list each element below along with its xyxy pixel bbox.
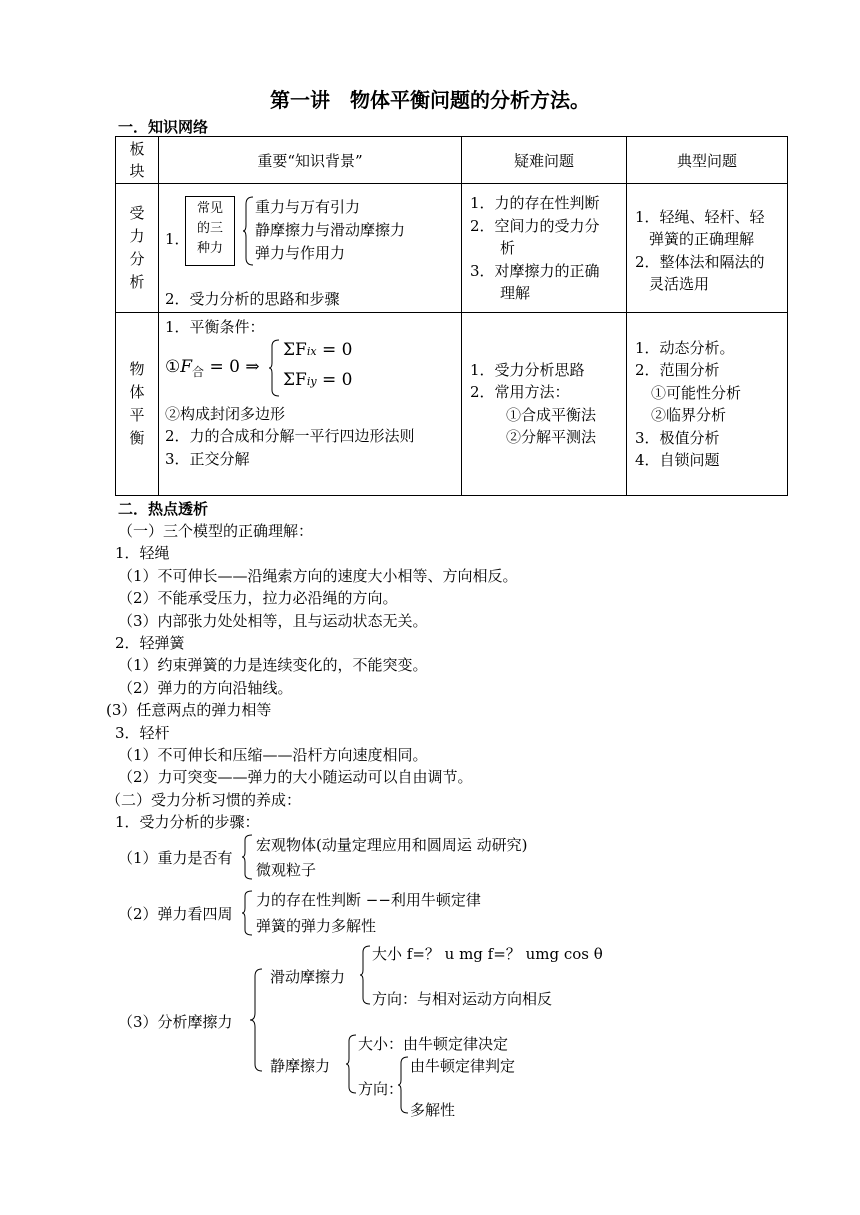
friction-label: （3）分析摩擦力: [118, 1013, 233, 1031]
sliding-direction: 方向：与相对运动方向相反: [372, 990, 553, 1008]
section-heading-knowledge-network: 一．知识网络: [118, 118, 209, 136]
list-item: （1）约束弹簧的力是连续变化的，不能突变。: [118, 656, 428, 674]
brace-icon: [398, 1056, 410, 1114]
equilibrium-formula: $①F_合 = 0$ ⇒: [165, 357, 260, 379]
list-item: （3）内部张力处处相等，且与运动状态无关。: [118, 612, 428, 630]
subsection-heading: （一）三个模型的正确理解：: [118, 522, 314, 540]
typical-item: 4．自锁问题: [635, 451, 720, 469]
difficult-item: ②分解平测法: [506, 428, 597, 446]
bg-item: ②构成封闭多边形: [165, 405, 286, 423]
row-label: 物体平衡: [116, 313, 159, 496]
header-cell: 疑难问题: [462, 137, 627, 184]
list-item: （1）不可伸长——沿绳索方向的速度大小相等、方向相反。: [118, 567, 518, 585]
sum-y-equation: ΣFiy = 0: [283, 370, 353, 390]
static-direction-option: 多解性: [410, 1101, 456, 1119]
model-heading: 1．轻绳: [115, 544, 170, 562]
typical-item: ①可能性分析: [651, 384, 742, 402]
typical-item: 3．极值分析: [635, 429, 720, 447]
header-cell: 重要“知识背景”: [159, 137, 462, 184]
static-size: 大小：由牛顿定律决定: [358, 1035, 509, 1053]
difficult-item: 2．空间力的受力分: [470, 217, 600, 235]
page-title: 第一讲 物体平衡问题的分析方法。: [270, 88, 590, 112]
static-direction-option: 由牛顿定律判定: [410, 1057, 516, 1075]
difficult-item: 析: [500, 239, 516, 257]
difficult-item: 1．受力分析思路: [470, 361, 585, 379]
model-heading: 2．轻弹簧: [115, 634, 185, 652]
item-number: 1．: [165, 230, 190, 248]
typical-item: ②临界分析: [651, 406, 727, 424]
static-friction-label: 静摩擦力: [270, 1057, 331, 1075]
brace-icon: [243, 196, 255, 266]
background-cell: [159, 313, 462, 496]
section-heading-hotspots: 二．热点透析: [118, 500, 209, 518]
model-heading: 1．受力分析的步骤：: [115, 813, 260, 831]
list-item: （2）力可突变——弹力的大小随运动可以自由调节。: [118, 768, 473, 786]
difficult-item: 理解: [500, 284, 531, 302]
table-row: [116, 184, 788, 313]
background-cell: [159, 184, 462, 313]
typical-item: 1．轻绳、轻杆、轻: [635, 208, 765, 226]
elastic-option: 力的存在性判断 −−利用牛顿定律: [256, 891, 481, 909]
difficult-cell: [462, 313, 627, 496]
bg-item: 3．正交分解: [165, 450, 250, 468]
header-cell: 板块: [116, 137, 159, 184]
typical-cell: [627, 313, 788, 496]
typical-item: 弹簧的正确理解: [649, 230, 755, 248]
difficult-item: ①合成平衡法: [506, 406, 597, 424]
difficult-item: 3．对摩擦力的正确: [470, 262, 600, 280]
brace-icon: [242, 890, 254, 936]
brace-icon: [360, 945, 372, 1005]
brace-icon: [250, 968, 264, 1072]
typical-item: 2．整体法和隔法的: [635, 253, 765, 271]
subsection-heading: （二）受力分析习惯的养成：: [106, 791, 302, 809]
list-item: （1）不可伸长和压缩——沿杆方向速度相同。: [118, 746, 428, 764]
brace-icon: [269, 339, 281, 397]
bg-item: 2．力的合成和分解一平行四边形法则: [165, 427, 415, 445]
bg-item: 2．受力分析的思路和步骤: [165, 290, 340, 308]
difficult-cell: [462, 184, 627, 313]
typical-item: 2．范围分析: [635, 361, 720, 379]
elastic-label: （2）弹力看四周: [118, 905, 233, 923]
force-item: 静摩擦力与滑动摩擦力: [255, 221, 406, 239]
model-heading: 3．轻杆: [115, 724, 170, 742]
gravity-label: （1）重力是否有: [118, 849, 233, 867]
header-cell: 典型问题: [627, 137, 788, 184]
table-header-row: [116, 137, 788, 184]
difficult-item: 1．力的存在性判断: [470, 194, 600, 212]
gravity-option: 宏观物体(动量定理应用和圆周运 动研究): [256, 836, 528, 854]
list-item: （2）弹力的方向沿轴线。: [118, 679, 293, 697]
common-forces-box: 常见 的三 种力: [185, 196, 235, 266]
brace-icon: [242, 834, 254, 880]
sliding-friction-label: 滑动摩擦力: [270, 968, 346, 986]
typical-cell: [627, 184, 788, 313]
static-direction-label: 方向：: [358, 1080, 404, 1098]
gravity-option: 微观粒子: [256, 861, 317, 879]
typical-item: 灵活选用: [649, 275, 710, 293]
row-label: 受力分析: [116, 184, 159, 313]
elastic-option: 弹簧的弹力多解性: [256, 917, 377, 935]
knowledge-table: [115, 136, 788, 496]
sliding-size: 大小 f=？ u mg f=？ umg cos θ: [372, 945, 603, 963]
typical-item: 1．动态分析。: [635, 339, 735, 357]
sum-x-equation: ΣFix = 0: [283, 340, 353, 360]
list-item: (3）任意两点的弹力相等: [106, 701, 272, 719]
brace-icon: [346, 1034, 358, 1094]
force-item: 弹力与作用力: [255, 244, 346, 262]
bg-item: 1．平衡条件：: [165, 318, 265, 336]
difficult-item: 2．常用方法：: [470, 383, 570, 401]
list-item: （2）不能承受压力，拉力必沿绳的方向。: [118, 589, 398, 607]
table-row: [116, 313, 788, 496]
force-item: 重力与万有引力: [255, 198, 361, 216]
